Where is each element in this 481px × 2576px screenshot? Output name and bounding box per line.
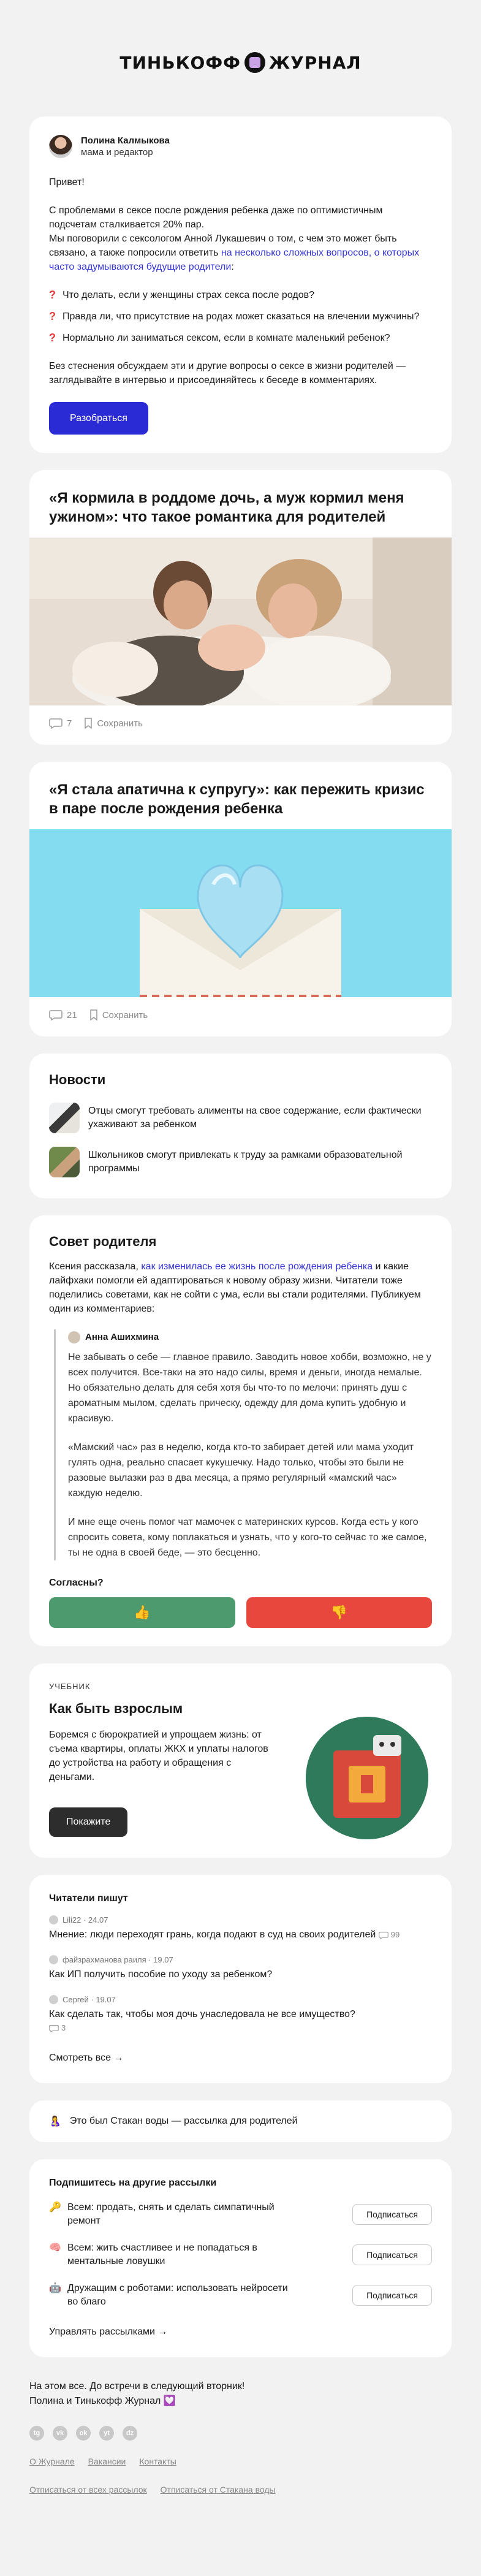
telegram-icon[interactable]: tg: [29, 2426, 44, 2441]
agree-button[interactable]: 👍: [49, 1597, 235, 1628]
avatar: [68, 1331, 80, 1343]
dzen-icon[interactable]: dz: [123, 2426, 137, 2441]
bookmark-icon: [84, 718, 93, 729]
contacts-link[interactable]: Контакты: [139, 2456, 176, 2467]
article-title[interactable]: «Я кормила в роддоме дочь, а муж кормил меня ужином»: что такое романтика для родителей: [49, 490, 404, 525]
article-meta: [29, 997, 452, 1036]
unsubscribe-all-link[interactable]: Отписаться от всех рассылок: [29, 2485, 147, 2495]
intro-link[interactable]: на несколько сложных вопросов, о которых часто задумываются будущие родители: [49, 248, 420, 272]
subscription-text: Дружащим с роботами: использовать нейросети во благо: [67, 2283, 288, 2308]
greeting: Привет!: [49, 177, 85, 188]
reader-question[interactable]: Как сделать так, чтобы моя дочь унаследовала не все имущество?: [49, 2009, 355, 2020]
quote-author: Анна Ашихмина: [68, 1329, 432, 1345]
reader-question[interactable]: Мнение: люди переходят грань, когда подают в суд на своих родителей: [49, 1929, 376, 1940]
avatar: [49, 1915, 58, 1924]
article-card-2[interactable]: [29, 762, 452, 1036]
manage-subscriptions-link[interactable]: Управлять рассылками →: [49, 2327, 168, 2338]
advice-link[interactable]: как изменилась ее жизнь после рождения ребенка: [141, 1261, 373, 1272]
advice-title: Совет родителя: [49, 1234, 157, 1249]
comment-icon: [49, 1009, 62, 1020]
footer: [29, 2374, 452, 2547]
vk-icon[interactable]: vk: [53, 2426, 67, 2441]
article-card-1[interactable]: [29, 470, 452, 745]
reader-user: файзрахманова раиля · 19.07: [62, 1955, 173, 1965]
advice-intro: Ксения рассказала, как изменилась ее жизнь после рождения ребенка и какие лайфхаки помогли ей адаптироваться к новому образу жизни. Читатели тоже поделились советами, как не сойти с ума, если вы стали родителями. Публикуем один из комментариев:: [49, 1261, 421, 1314]
course-illustration: [306, 1717, 428, 1839]
reader-quote: [54, 1329, 432, 1560]
logo-mark-icon: [244, 52, 265, 73]
see-all-link[interactable]: Смотреть все →: [49, 2053, 124, 2064]
avatar: [49, 1955, 58, 1964]
author-avatar: [49, 135, 72, 158]
comment-count: 3: [49, 2021, 66, 2035]
vote-row: [49, 1597, 432, 1628]
list-item[interactable]: [49, 1915, 432, 1942]
author-name: Полина Калмыкова: [81, 135, 170, 146]
course-title[interactable]: Как быть взрослым: [49, 1701, 183, 1716]
footer-links: [29, 2454, 452, 2469]
mother-icon: 🤱: [49, 2116, 61, 2127]
newsletter-note: [29, 2100, 452, 2142]
subscription-text: Всем: продать, снять и сделать симпатичный ремонт: [67, 2202, 275, 2227]
subscriptions-card: [29, 2159, 452, 2357]
author-role: мама и редактор: [81, 147, 153, 158]
news-item[interactable]: Отцы смогут требовать алименты на свое содержание, если фактически ухаживают за ребенком: [49, 1103, 432, 1133]
logo-text-left: ТИНЬКОФФ: [119, 52, 241, 73]
site-logo[interactable]: [119, 52, 361, 73]
news-thumbnail: [49, 1147, 80, 1177]
show-button[interactable]: Покажите: [49, 1807, 127, 1837]
save-link[interactable]: Сохранить: [89, 1009, 148, 1020]
quote-paragraph: И мне еще очень помог чат мамочек с материнских курсов. Когда есть у кого спросить совета, кому поплакаться и узнать, что у кого-то сейчас то же самое, ты не одна в своей беде, — это бесценно.: [68, 1517, 427, 1558]
key-icon: 🔑: [49, 2202, 61, 2213]
subscription-text: Всем: жить счастливее и не попадаться в ментальные ловушки: [67, 2243, 257, 2267]
subscribe-button[interactable]: Подписаться: [352, 2244, 432, 2265]
unsubscribe-water-link[interactable]: Отписаться от Стакана воды: [160, 2485, 276, 2495]
intro-card: [29, 116, 452, 453]
article-title[interactable]: «Я стала апатична к супругу»: как пережить кризис в паре после рождения ребенка: [49, 781, 425, 817]
author-block: [49, 135, 432, 158]
course-card: [29, 1663, 452, 1858]
comment-count: 99: [379, 1928, 400, 1942]
news-title: Новости: [49, 1072, 106, 1087]
save-link[interactable]: Сохранить: [84, 718, 143, 729]
ok-icon[interactable]: ok: [76, 2426, 91, 2441]
news-card: [29, 1054, 452, 1198]
footer-line-2: Полина и Тинькофф Журнал 💟: [29, 2396, 176, 2407]
list-item[interactable]: [49, 1955, 432, 1981]
comment-icon: [49, 718, 62, 729]
news-thumbnail: [49, 1103, 80, 1133]
subscribe-button[interactable]: Подписаться: [352, 2285, 432, 2306]
bookmark-icon: [89, 1009, 98, 1020]
subscriptions-title: Подпишитесь на другие рассылки: [49, 2178, 217, 2189]
disagree-button[interactable]: 👎: [246, 1597, 433, 1628]
readers-card: [29, 1875, 452, 2083]
article-image[interactable]: [29, 829, 452, 997]
list-item: [49, 2201, 432, 2228]
course-text: Боремся с бюрократией и упрощаем жизнь: от съема квартиры, оплаты ЖКХ и уплаты налогов до устройства на работу и обращения с деньгами.: [49, 1730, 268, 1782]
reader-question[interactable]: Как ИП получить пособие по уходу за ребенком?: [49, 1969, 273, 1980]
youtube-icon[interactable]: yt: [99, 2426, 114, 2441]
reader-user: Lili22 · 24.07: [62, 1915, 108, 1924]
question-mark-icon: ?: [49, 289, 56, 301]
unsubscribe-links: [29, 2482, 452, 2497]
readers-title: Читатели пишут: [49, 1893, 128, 1904]
jobs-link[interactable]: Вакансии: [88, 2456, 126, 2467]
comments-link[interactable]: 7: [49, 718, 72, 729]
list-item: [49, 2241, 432, 2268]
intro-paragraph-1: С проблемами в сексе после рождения ребенка даже по оптимистичным подсчетам сталкивается 20% пар. Мы поговорили с сексологом Анной Лукашевич о том, с чем это может быть связано, а также попросили ответить на несколько сложных вопросов, о которых часто задумываются будущие родители:: [49, 205, 420, 272]
about-link[interactable]: О Журнале: [29, 2456, 75, 2467]
advice-card: [29, 1215, 452, 1646]
intro-paragraph-3: Без стеснения обсуждаем эти и другие вопросы о сексе в жизни родителей — заглядывайте в интервью и присоединяйтесь к беседе в комментариях.: [49, 361, 406, 386]
social-links: [29, 2426, 452, 2441]
subscribe-button[interactable]: Подписаться: [352, 2204, 432, 2225]
avatar: [49, 1995, 58, 2004]
article-image[interactable]: [29, 538, 452, 705]
quote-paragraph: «Мамский час» раз в неделю, когда кто-то забирает детей или мама уходит гулять одна, реально спасает кукушечку. Надо только, чтобы это были не разовые вылазки раз в два месяца, а прямо регулярный «мамский час» каждую неделю.: [68, 1442, 414, 1499]
logo-text-right: ЖУРНАЛ: [268, 52, 362, 73]
list-item[interactable]: [49, 1995, 432, 2035]
article-meta: [29, 705, 452, 745]
news-item[interactable]: Школьников смогут привлекать к труду за рамками образовательной программы: [49, 1147, 432, 1177]
header: [29, 0, 452, 116]
course-caption: УЧЕБНИК: [49, 1682, 91, 1691]
read-button[interactable]: Разобраться: [49, 402, 148, 435]
newsletter-note-text: Это был Стакан воды — рассылка для родителей: [69, 2116, 298, 2127]
questions-list: [49, 288, 432, 345]
footer-line-1: На этом все. До встречи в следующий вторник!: [29, 2381, 245, 2392]
comment-icon: [379, 1931, 388, 1939]
agree-label: Согласны?: [49, 1578, 104, 1588]
question-mark-icon: ?: [49, 310, 56, 322]
quote-paragraph: Не забывать о себе — главное правило. Заводить новое хобби, возможно, не у всех получится. Все-таки на это надо силы, время и деньги, иногда немалые. Но обязательно делать для себя хотя бы что-то по мелочи: принять душ с ароматным мылом, сделать прическу, одежду для дома купить удобную и красивую.: [68, 1352, 431, 1424]
robot-icon: 🤖: [49, 2283, 61, 2294]
list-item: [49, 2282, 432, 2309]
comment-icon: [49, 2024, 59, 2032]
list-item: ? Что делать, если у женщины страх секса после родов?: [49, 289, 314, 301]
reader-user: Сергей · 19.07: [62, 1995, 116, 2005]
comments-link[interactable]: 21: [49, 1009, 77, 1020]
brain-icon: 🧠: [49, 2243, 61, 2254]
intro-paragraph-2: Мы поговорили с сексологом Анной Лукашевич о том, с чем это может быть связано, а также попросили ответить: [49, 234, 397, 258]
list-item: ? Нормально ли заниматься сексом, если в комнате маленький ребенок?: [49, 332, 390, 344]
question-mark-icon: ?: [49, 332, 56, 344]
list-item: ? Правда ли, что присутствие на родах может сказаться на влечении мужчины?: [49, 310, 420, 322]
